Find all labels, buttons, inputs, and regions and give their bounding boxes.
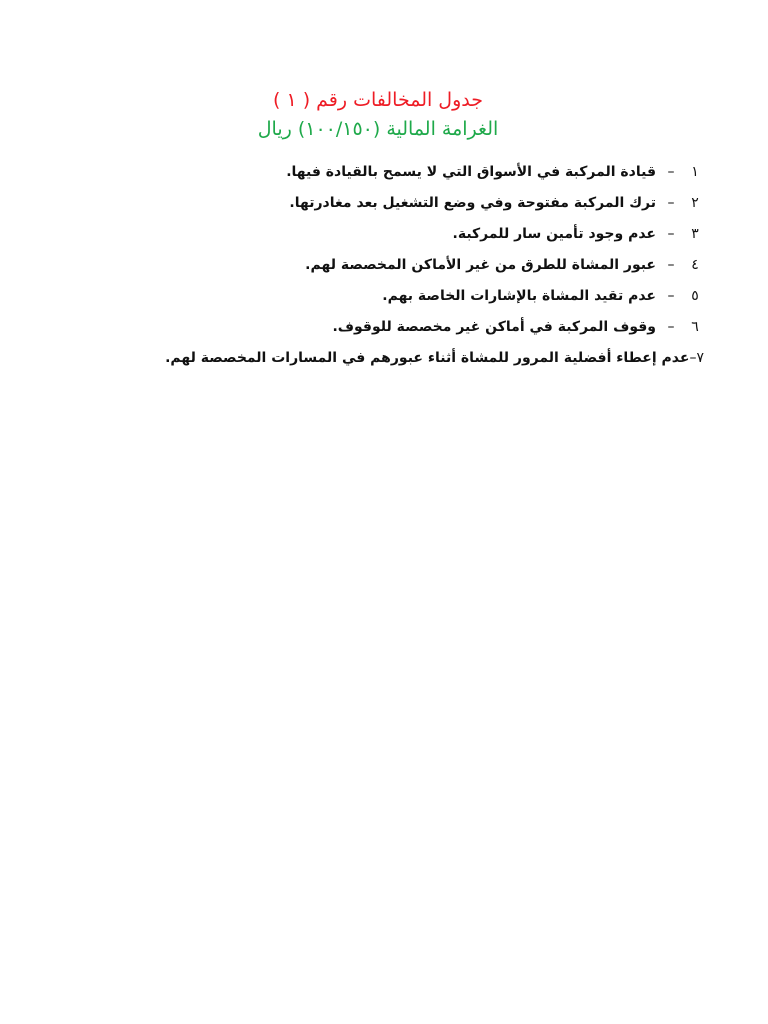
- item-dash: –: [667, 257, 675, 273]
- item-text: قيادة المركبة في الأسواق التي لا يسمح بالقيادة فيها.: [286, 164, 656, 180]
- item-text: عدم تقيد المشاة بالإشارات الخاصة بهم.: [382, 288, 656, 304]
- item-text: عدم إعطاء أفضلية المرور للمشاة أثناء عبورهم في المسارات المخصصة لهم.: [165, 350, 690, 366]
- item-text: ترك المركبة مفتوحة وفي وضع التشغيل بعد مغادرتها.: [289, 195, 656, 211]
- list-item: [184, 222, 704, 253]
- item-number: ٢: [691, 195, 699, 211]
- item-number: ١: [691, 164, 699, 180]
- fine-amount-heading: الغرامة المالية (١٠٠/١٥٠) ريال: [257, 118, 499, 140]
- item-dash: –: [667, 164, 675, 180]
- list-item: [184, 253, 704, 284]
- item-number: ٥: [691, 288, 699, 304]
- violations-table-title: جدول المخالفات رقم ( ١ ): [272, 89, 484, 111]
- list-item: [184, 191, 704, 222]
- item-dash: –: [667, 319, 675, 335]
- item-number: ٦: [691, 319, 699, 335]
- item-text: عدم وجود تأمين سار للمركبة.: [452, 226, 656, 242]
- item-dash: –: [667, 288, 675, 304]
- item-number: ٧: [696, 350, 704, 366]
- item-dash: –: [689, 350, 697, 366]
- list-item: [165, 346, 704, 377]
- item-text: وقوف المركبة في أماكن غير مخصصة للوقوف.: [332, 319, 656, 335]
- item-number: ٤: [691, 257, 699, 273]
- item-number: ٣: [691, 226, 699, 242]
- list-item: [184, 315, 704, 346]
- list-item: [184, 284, 704, 315]
- item-text: عبور المشاة للطرق من غير الأماكن المخصصة لهم.: [305, 257, 656, 273]
- item-dash: –: [667, 195, 675, 211]
- item-dash: –: [667, 226, 675, 242]
- list-item: [184, 160, 704, 191]
- violations-list: [165, 160, 704, 377]
